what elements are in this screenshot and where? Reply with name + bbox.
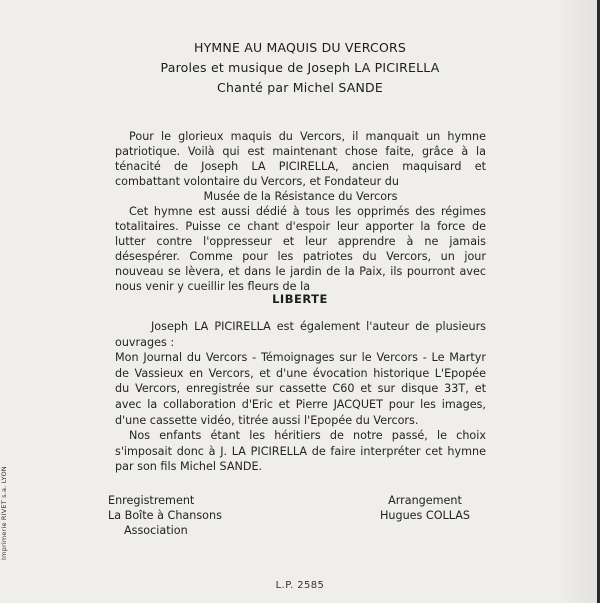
- author-paragraph-1: Joseph LA PICIRELLA est également l'auteur de plusieurs ouvrages :: [115, 320, 486, 349]
- recording-label: Enregistrement: [108, 494, 195, 507]
- catalog-number: L.P. 2585: [275, 580, 325, 591]
- intro-paragraph-1: Pour le glorieux maquis du Vercors, il manquait un hymne patriotique. Voilà qui est maintenant chose faite, grâce à la ténacité de Joseph LA PICIRELLA, ancien maquisard et combattant volontaire du Vercors, et Fondateur du: [115, 130, 486, 188]
- recording-association: Association: [124, 524, 188, 537]
- recording-company: La Boîte à Chansons: [108, 509, 222, 522]
- arrangement-label: Arrangement: [388, 494, 462, 507]
- header: [0, 38, 600, 98]
- song-title: HYMNE AU MAQUIS DU VERCORS: [193, 40, 407, 55]
- arranger-name: Hugues COLLAS: [379, 509, 471, 522]
- recording-credits: [108, 493, 248, 538]
- author-paragraph-3: Nos enfants étant les héritiers de notre passé, le choix s'imposait donc à J. LA PICIRELLA de faire interpréter cet hymne par son fils Michel SANDE.: [115, 429, 486, 474]
- author-text: [115, 319, 486, 475]
- liberte-heading: LIBERTE: [272, 292, 328, 306]
- printer-imprint: Imprimerie RIVET s.a. LYON: [0, 466, 8, 560]
- performer-line: Chanté par Michel SANDE: [217, 80, 383, 95]
- author-paragraph-2: Mon Journal du Vercors - Témoignages sur le Vercors - Le Martyr de Vassieux en Vercors, et d'une évocation historique L'Epopée du Vercors, enregistrée sur cassette C60 et sur disque 33T, et avec la collaboration d'Eric et Pierre JACQUET pour les images, d'une cassette vidéo, titrée aussi l'Epopée du Vercors.: [115, 351, 486, 427]
- museum-name: Musée de la Résistance du Vercors: [203, 190, 398, 203]
- intro-text: [115, 129, 486, 294]
- intro-paragraph-2: Cet hymne est aussi dédié à tous les opprimés des régimes totalitaires. Puisse ce chant d'espoir leur apporter la force de lutter contre l'oppresseur et leur apprendre à ne jamais désespérer. Comme pour les patriotes du Vercors, un jour nouveau se lèvera, et dans le jardin de la Paix, ils pourront avec nous venir y cueillir les fleurs de la: [115, 205, 486, 293]
- song-credits: Paroles et musique de Joseph LA PICIRELLA: [160, 60, 440, 75]
- arrangement-credits: [360, 493, 490, 523]
